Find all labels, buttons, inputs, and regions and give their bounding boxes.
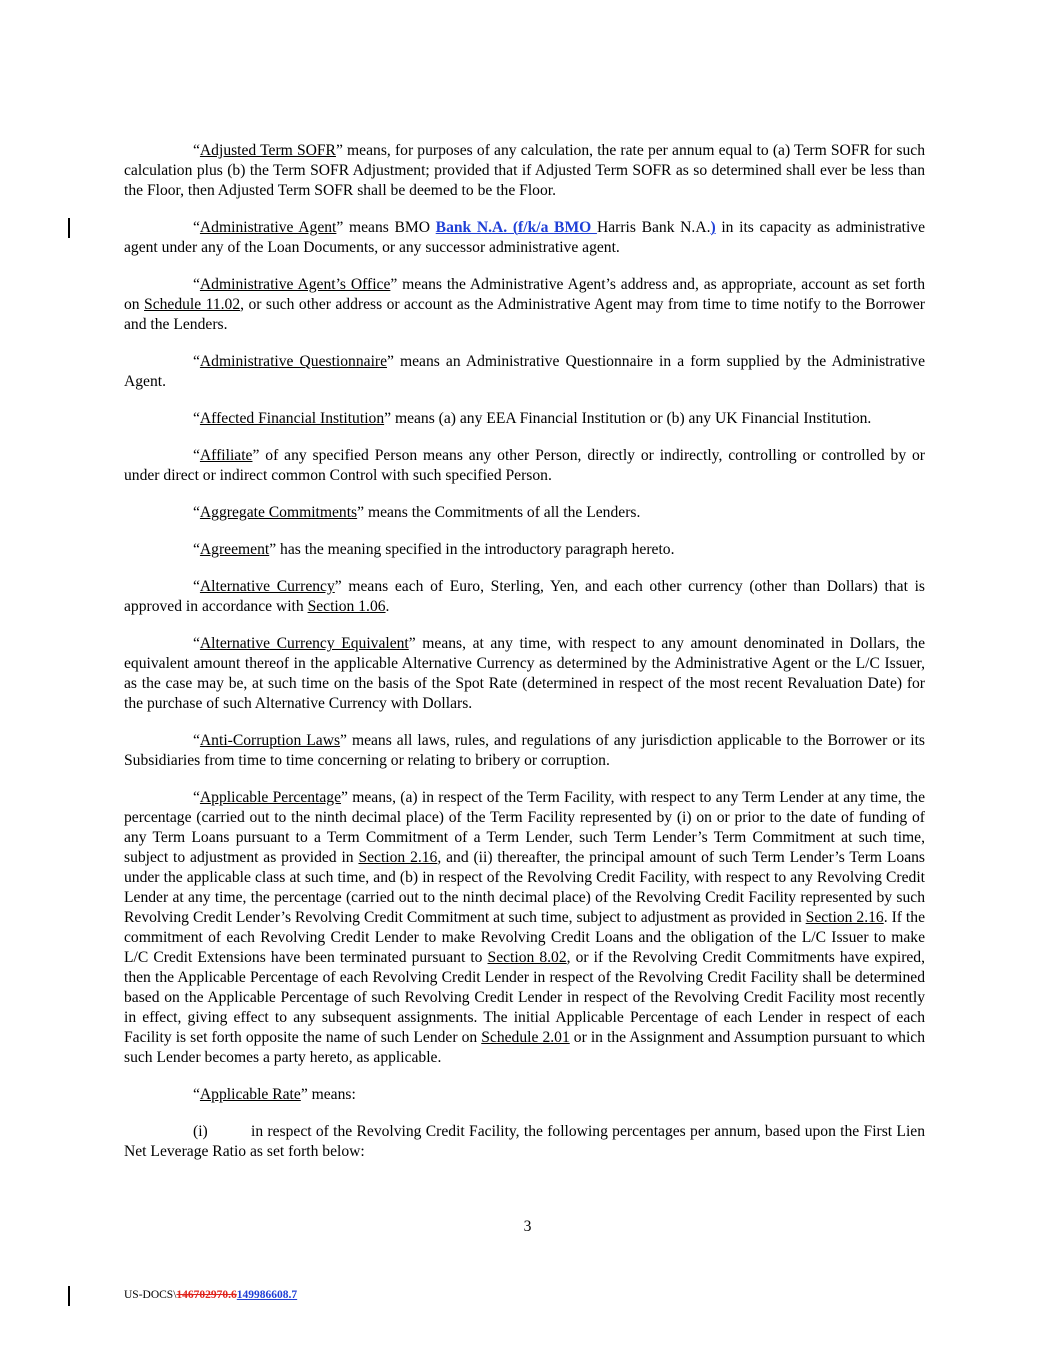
inserted-doc-number: 149986608.7 xyxy=(236,1289,298,1301)
cross-reference: Schedule 11.02 xyxy=(144,296,241,313)
defined-term: Aggregate Commitments xyxy=(199,504,358,521)
defined-term: Administrative Agent’s Office xyxy=(199,276,391,293)
definition-administrative-agent: “Administrative Agent” means BMO Bank N.A. (f/k/a BMO Harris Bank N.A.) in its capacity as administrative agent under any of the Loan Documents, or any successor administrative agent. xyxy=(124,219,925,256)
defined-term: Administrative Questionnaire xyxy=(199,353,388,370)
definition-applicable-percentage: “Applicable Percentage” means, (a) in respect of the Term Facility, with respect to any Term Lender at any time, the percentage (carried out to the ninth decimal place) of the Term Facility represented by (i) on or prior to the date of funding of any Term Loans pursuant to a Term Commitment of a Term Lender, such Term Lender’s Term Commitment at such time, subject to adjustment as provided in Section 2.16, and (ii) thereafter, the principal amount of such Term Lender’s Term Loans under the applicable class at such time, and (b) in respect of the Revolving Credit Facility, with respect to any Revolving Credit Lender at any time, the percentage (carried out to the ninth decimal place) of the Revolving Credit Facility represented by such Revolving Credit Lender’s Revolving Credit Commitment at such time, subject to adjustment as provided in Section 2.16. If the commitment of each Revolving Credit Lender to make Revolving Credit Loans and the obligation of the L/C Issuer to make L/C Credit Extensions have been terminated pursuant to Section 8.02, or if the Revolving Credit Commitments have expired, then the Applicable Percentage of each Revolving Credit Lender in respect of the Revolving Credit Facility shall be determined based on the Applicable Percentage of such Revolving Credit Lender in respect of the Revolving Credit Facility most recently in effect, giving effect to any subsequent assignments. The initial Applicable Percentage of each Lender in respect of each Facility is set forth opposite the name of such Lender on Schedule 2.01 or in the Assignment and Assumption pursuant to which such Lender becomes a party hereto, as applicable. xyxy=(124,789,926,1066)
defined-term: Affiliate xyxy=(199,447,253,464)
cross-reference: Section 2.16 xyxy=(358,849,438,866)
defined-term: Agreement xyxy=(199,541,270,558)
document-footer xyxy=(124,1289,297,1301)
defined-term: Alternative Currency xyxy=(199,578,335,595)
cross-reference: Section 2.16 xyxy=(805,909,884,926)
definition-alternative-currency-equivalent: “Alternative Currency Equivalent” means, at any time, with respect to any amount denominated in Dollars, the equivalent amount thereof in the applicable Alternative Currency as determined by the Administrative Agent or the L/C Issuer, as the case may be, at such time on the basis of the Spot Rate (determined in respect of the most recent Revaluation Date) for the purchase of such Alternative Currency with Dollars. xyxy=(124,635,926,712)
defined-term: Anti-Corruption Laws xyxy=(199,732,341,749)
definition-administrative-questionnaire: “Administrative Questionnaire” means an Administrative Questionnaire in a form supplied by the Administrative Agent. xyxy=(124,353,925,390)
cross-reference: Section 8.02 xyxy=(487,949,567,966)
deleted-doc-number: 146702970.6 xyxy=(176,1289,237,1301)
definition-alternative-currency: “Alternative Currency” means each of Euro, Sterling, Yen, and each other currency (other than Dollars) that is approved in accordance with Section 1.06. xyxy=(124,578,925,615)
item-label: (i) xyxy=(193,1123,208,1140)
definition-adjusted-term-sofr: “Adjusted Term SOFR” means, for purposes of any calculation, the rate per annum equal to (a) Term SOFR for such calculation plus (b) the Term SOFR Adjustment; provided that if Adjusted Term SOFR as so determined shall ever be less than the Floor, then Adjusted Term SOFR shall be deemed to be the Floor. xyxy=(124,142,925,199)
definition-affiliate: “Affiliate” of any specified Person means any other Person, directly or indirectly, controlling or controlled by or under direct or indirect common Control with such specified Person. xyxy=(124,447,925,484)
inserted-text: Bank N.A. (f/k/a BMO xyxy=(435,219,597,236)
footer-prefix: US-DOCS\ xyxy=(124,1289,177,1301)
definition-anti-corruption-laws: “Anti-Corruption Laws” means all laws, rules, and regulations of any jurisdiction applicable to the Borrower or its Subsidiaries from time to time concerning or relating to bribery or corruption. xyxy=(124,732,925,769)
applicable-rate-item-i: (i) in respect of the Revolving Credit Facility, the following percentages per annum, based upon the First Lien Net Leverage Ratio as set forth below: xyxy=(124,1123,925,1160)
defined-term: Administrative Agent xyxy=(199,219,337,236)
definition-affected-financial-institution: “Affected Financial Institution” means (a) any EEA Financial Institution or (b) any UK Financial Institution. xyxy=(193,410,872,427)
defined-term: Affected Financial Institution xyxy=(199,410,385,427)
change-bar xyxy=(68,218,70,238)
definition-administrative-agents-office: “Administrative Agent’s Office” means the Administrative Agent’s address and, as appropriate, account as set forth on Schedule 11.02, or such other address or account as the Administrative Agent may from time to time notify to the Borrower and the Lenders. xyxy=(124,276,925,333)
defined-term: Applicable Rate xyxy=(199,1086,301,1103)
cross-reference: Schedule 2.01 xyxy=(481,1029,570,1046)
inserted-text: ) xyxy=(710,219,716,236)
page-number: 3 xyxy=(523,1218,532,1235)
definition-aggregate-commitments: “Aggregate Commitments” means the Commitments of all the Lenders. xyxy=(193,504,641,521)
defined-term: Applicable Percentage xyxy=(199,789,342,806)
footer-change-bar xyxy=(68,1286,70,1306)
defined-term: Alternative Currency Equivalent xyxy=(199,635,409,652)
definitions-section xyxy=(124,141,925,1162)
definition-agreement: “Agreement” has the meaning specified in the introductory paragraph hereto. xyxy=(193,541,675,558)
defined-term: Adjusted Term SOFR xyxy=(199,142,336,159)
definition-applicable-rate: “Applicable Rate” means: xyxy=(193,1086,356,1103)
cross-reference: Section 1.06 xyxy=(307,598,386,615)
